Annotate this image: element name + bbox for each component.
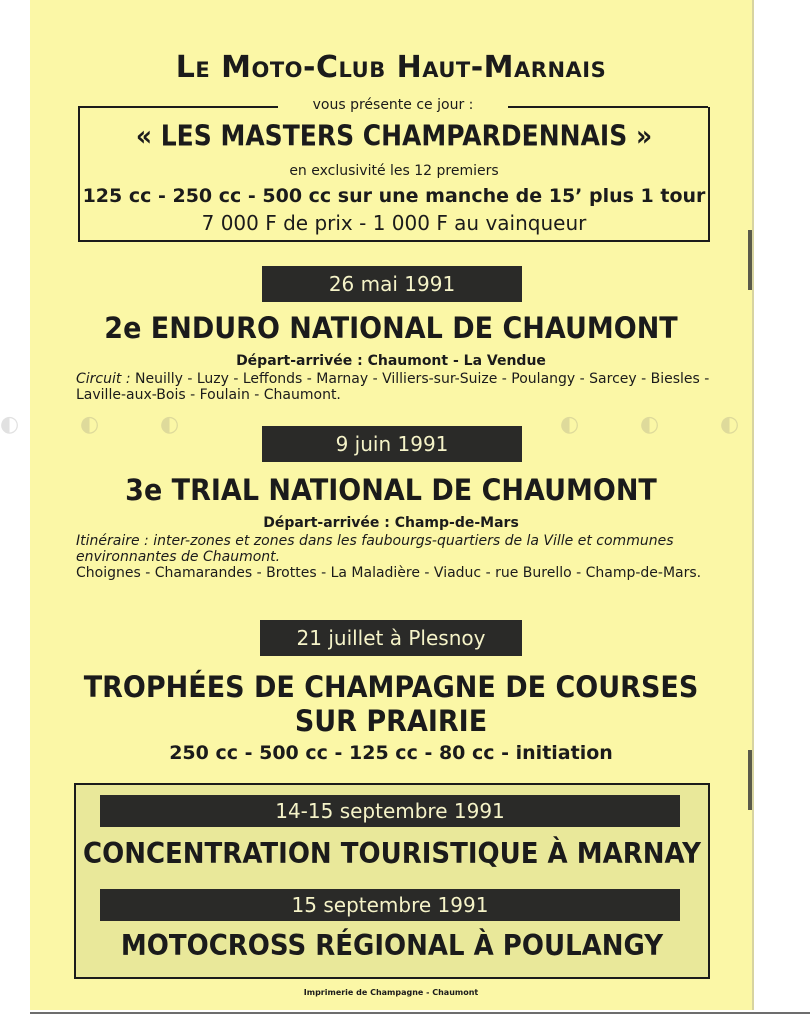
masters-title: « LES MASTERS CHAMPARDENNAIS » bbox=[135, 118, 653, 153]
event-title: 3e TRIAL NATIONAL DE CHAUMONT bbox=[125, 473, 657, 508]
presents-text: vous présente ce jour : bbox=[278, 97, 508, 113]
binding-mark bbox=[748, 750, 752, 810]
event-route bbox=[76, 371, 716, 403]
club-title: Le Moto-Club Haut-Marnais bbox=[175, 50, 607, 85]
event-classes: 250 cc - 500 cc - 125 cc - 80 cc - initiation bbox=[169, 742, 613, 764]
event-date-bar: 21 juillet à Plesnoy bbox=[260, 620, 522, 656]
event-date-bar: 15 septembre 1991 bbox=[100, 889, 680, 921]
binding-mark bbox=[748, 230, 752, 290]
divider-rule-left bbox=[78, 106, 278, 108]
event-title: 2e ENDURO NATIONAL DE CHAUMONT bbox=[104, 311, 678, 346]
presents-divider bbox=[78, 96, 708, 116]
route-text: Neuilly - Luzy - Leffonds - Marnay - Villiers-sur-Suize - Poulangy - Sarcey - Biesles - Laville-aux-Bois - Foulain - Chaumont. bbox=[76, 371, 710, 403]
event-start-finish: Départ-arrivée : Champ-de-Mars bbox=[263, 515, 519, 531]
watermark-logo: ◐ bbox=[160, 412, 180, 437]
itinerary-route: Choignes - Chamarandes - Brottes - La Maladière - Viaduc - rue Burello - Champ-de-Mars. bbox=[76, 565, 702, 581]
masters-subtitle: en exclusivité les 12 premiers bbox=[289, 163, 499, 179]
watermark-logo: ◐ bbox=[80, 412, 100, 437]
watermark-logo: ◐ bbox=[0, 412, 20, 437]
divider-rule-right bbox=[508, 106, 708, 108]
itinerary-text: Itinéraire : inter-zones et zones dans les faubourgs-quartiers de la Ville et communes environnantes de Chaumont. bbox=[76, 533, 674, 565]
scan-edge bbox=[30, 1012, 810, 1014]
event-start-finish: Départ-arrivée : Chaumont - La Vendue bbox=[236, 353, 546, 369]
watermark-logo: ◐ bbox=[640, 412, 660, 437]
route-label: Circuit : bbox=[76, 371, 131, 387]
watermark-logo: ◐ bbox=[560, 412, 580, 437]
event-title: CONCENTRATION TOURISTIQUE À MARNAY bbox=[83, 837, 701, 871]
event-title-line2: SUR PRAIRIE bbox=[294, 704, 488, 739]
event-date-bar: 14-15 septembre 1991 bbox=[100, 795, 680, 827]
event-date-bar: 26 mai 1991 bbox=[262, 266, 522, 302]
event-date-bar: 9 juin 1991 bbox=[262, 426, 522, 462]
event-itinerary bbox=[76, 533, 716, 581]
masters-prizes: 7 000 F de prix - 1 000 F au vainqueur bbox=[201, 211, 587, 235]
event-title-line1: TROPHÉES DE CHAMPAGNE DE COURSES bbox=[83, 670, 699, 705]
printer-credit: Imprimerie de Champagne - Chaumont bbox=[303, 988, 479, 997]
masters-box bbox=[78, 107, 710, 242]
event-title: MOTOCROSS RÉGIONAL À POULANGY bbox=[120, 929, 664, 963]
september-events-box bbox=[74, 783, 710, 979]
watermark-strip bbox=[0, 412, 810, 492]
watermark-logo: ◐ bbox=[720, 412, 740, 437]
program-page bbox=[30, 0, 752, 1010]
masters-classes: 125 cc - 250 cc - 500 cc sur une manche de 15’ plus 1 tour bbox=[82, 185, 706, 207]
